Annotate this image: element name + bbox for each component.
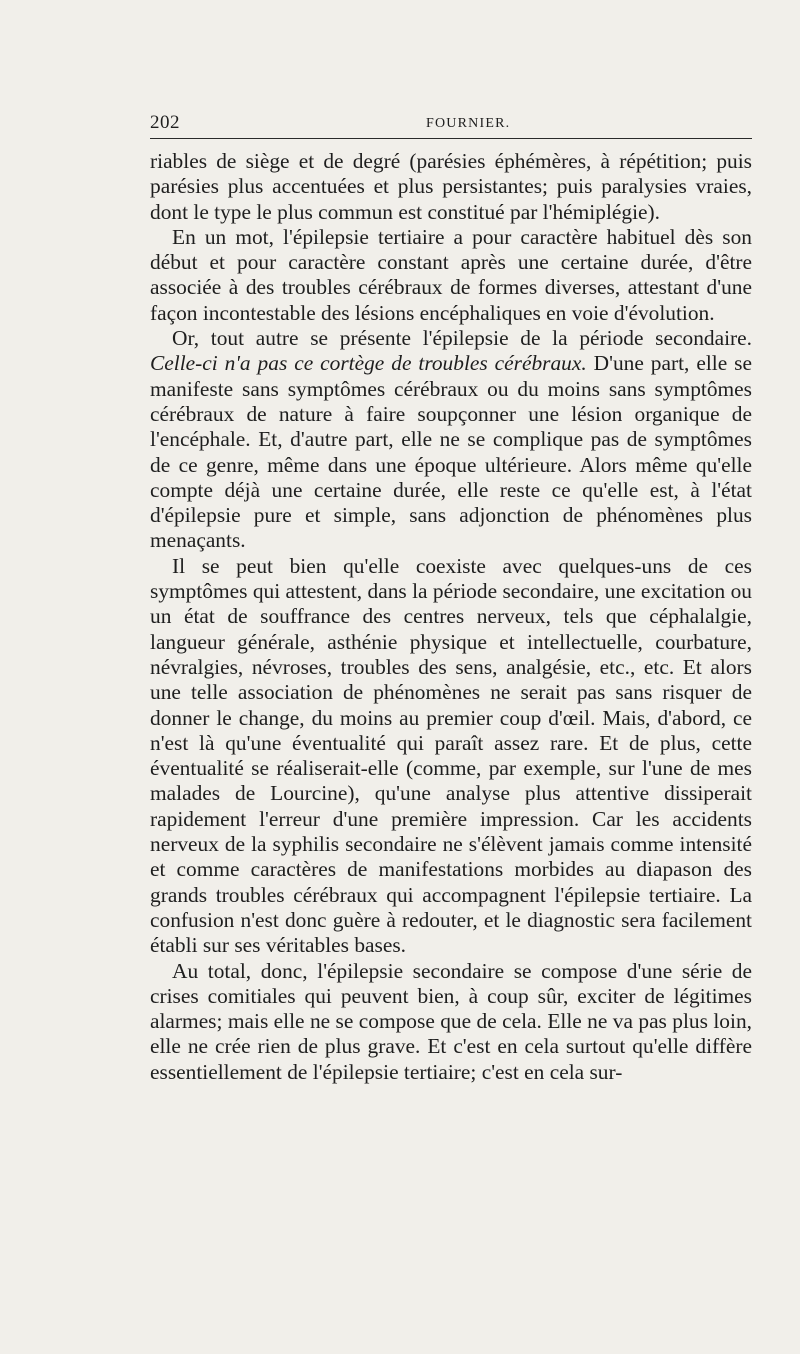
paragraph-5: Au total, donc, l'épilepsie secondaire se compose d'une série de crises comitiales qui peuvent bien, à coup sûr, exciter de légitimes alarmes; mais elle ne se compose que de cela. Elle ne va pas plus loin, elle ne crée rien de plus grave. Et c'est en cela surtout qu'elle diffère essentiellement de l'épilepsie tertiaire; c'est en cela sur-	[150, 958, 752, 1084]
paragraph-3-italic: Celle-ci n'a pas ce cortège de troubles cérébraux.	[150, 351, 587, 376]
paragraph-3-lead: Or, tout autre se présente l'épilepsie de la période secondaire.	[172, 326, 752, 351]
header-rule	[150, 138, 752, 139]
paragraph-4: Il se peut bien qu'elle coexiste avec quelques-uns de ces symptômes qui attestent, dans la période secondaire, une excitation ou un état de souffrance des centres nerveux, tels que céphalalgie, langueur générale, asthénie physique et intellectuelle, courbature, névralgies, névroses, troubles des sens, analgésie, etc., etc. Et alors une telle association de phénomènes ne serait pas sans risquer de donner le change, du moins au premier coup d'œil. Mais, d'abord, ce n'est là qu'une éventualité qui paraît assez rare. Et de plus, cette éventualité se réaliserait-elle (comme, par exemple, sur l'une de mes malades de Lourcine), qu'une analyse plus attentive dissiperait rapidement l'erreur d'une première impression. Car les accidents nerveux de la syphilis secondaire ne s'élèvent jamais comme intensité et comme caractères de manifestations morbides au diapason des grands troubles cérébraux qui accompagnent l'épilepsie tertiaire. La confusion n'est donc guère à redouter, et le diagnostic sera facilement établi sur ses véritables bases.	[150, 553, 752, 958]
page-number: 202	[150, 112, 180, 133]
body-text	[150, 149, 752, 1085]
paragraph-3	[150, 326, 752, 554]
paragraph-3-rest: D'une part, elle se manifeste sans symptômes cérébraux ou du moins sans symptômes cérébraux de nature à faire soupçonner une lésion organique de l'encéphale. Et, d'autre part, elle ne se complique pas de symptômes de ce genre, même dans une époque ultérieure. Alors même qu'elle compte déjà une certaine durée, elle reste ce qu'elle est, à l'état d'épilepsie pure et simple, sans adjonction de phénomènes plus menaçants.	[150, 351, 752, 553]
running-head	[150, 104, 752, 134]
running-title: FOURNIER.	[426, 116, 511, 131]
paragraph-2: En un mot, l'épilepsie tertiaire a pour caractère habituel dès son début et pour caractère constant après une certaine durée, d'être associée à des troubles cérébraux de formes diverses, attestant d'une façon incontestable des lésions encéphaliques en voie d'évolution.	[150, 224, 752, 325]
paragraph-1: riables de siège et de degré (parésies éphémères, à répétition; puis parésies plus accentuées et plus persistantes; puis paralysies vraies, dont le type le plus commun est constitué par l'hémiplégie).	[150, 149, 752, 224]
